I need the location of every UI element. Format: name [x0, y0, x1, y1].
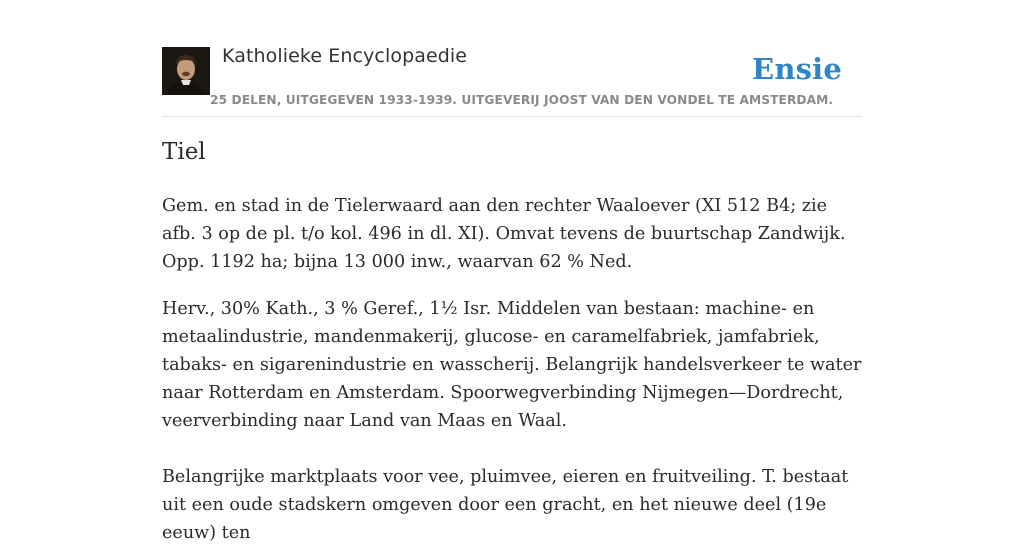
site-subtitle: 25 DELEN, UITGEGEVEN 1933-1939. UITGEVERIJ JOOST VAN DEN VONDEL TE AMSTERDAM. [210, 93, 834, 107]
article-paragraph: Gem. en stad in de Tielerwaard aan den rechter Waaloever (XI 512 B4; zie afb. 3 op de pl. t/o kol. 496 in dl. XI). Omvat tevens de buurtschap Zandwijk. Opp. 1192 ha; bijna 13 000 inw., waarvan 62 % Ned. [162, 196, 846, 272]
article-paragraph: Herv., 30% Kath., 3 % Geref., 1½ Isr. Middelen van bestaan: machine- en metaalindustrie, mandenmakerij, glucose- en caramelfabriek, jamfabriek, tabaks- en sigarenindustrie en wasscherij. Belangrijk handelsverkeer te water naar Rotterdam en Amsterdam. Spoorwegverbinding Nijmegen—Dordrecht, veerverbinding naar Land van Maas en Waal. [162, 299, 862, 431]
avatar[interactable] [162, 47, 210, 95]
page-container [162, 0, 862, 543]
article-title: Tiel [162, 139, 206, 165]
site-header [162, 0, 862, 117]
article-paragraph: Belangrijke marktplaats voor vee, pluimvee, eieren en fruitveiling. T. bestaat uit een oude stadskern omgeven door een gracht, en het nieuwe deel (19e eeuw) ten [162, 467, 849, 543]
portrait-icon [162, 47, 210, 95]
site-title[interactable]: Katholieke Encyclopaedie [222, 45, 468, 67]
brand-logo[interactable]: Ensie [752, 52, 842, 86]
